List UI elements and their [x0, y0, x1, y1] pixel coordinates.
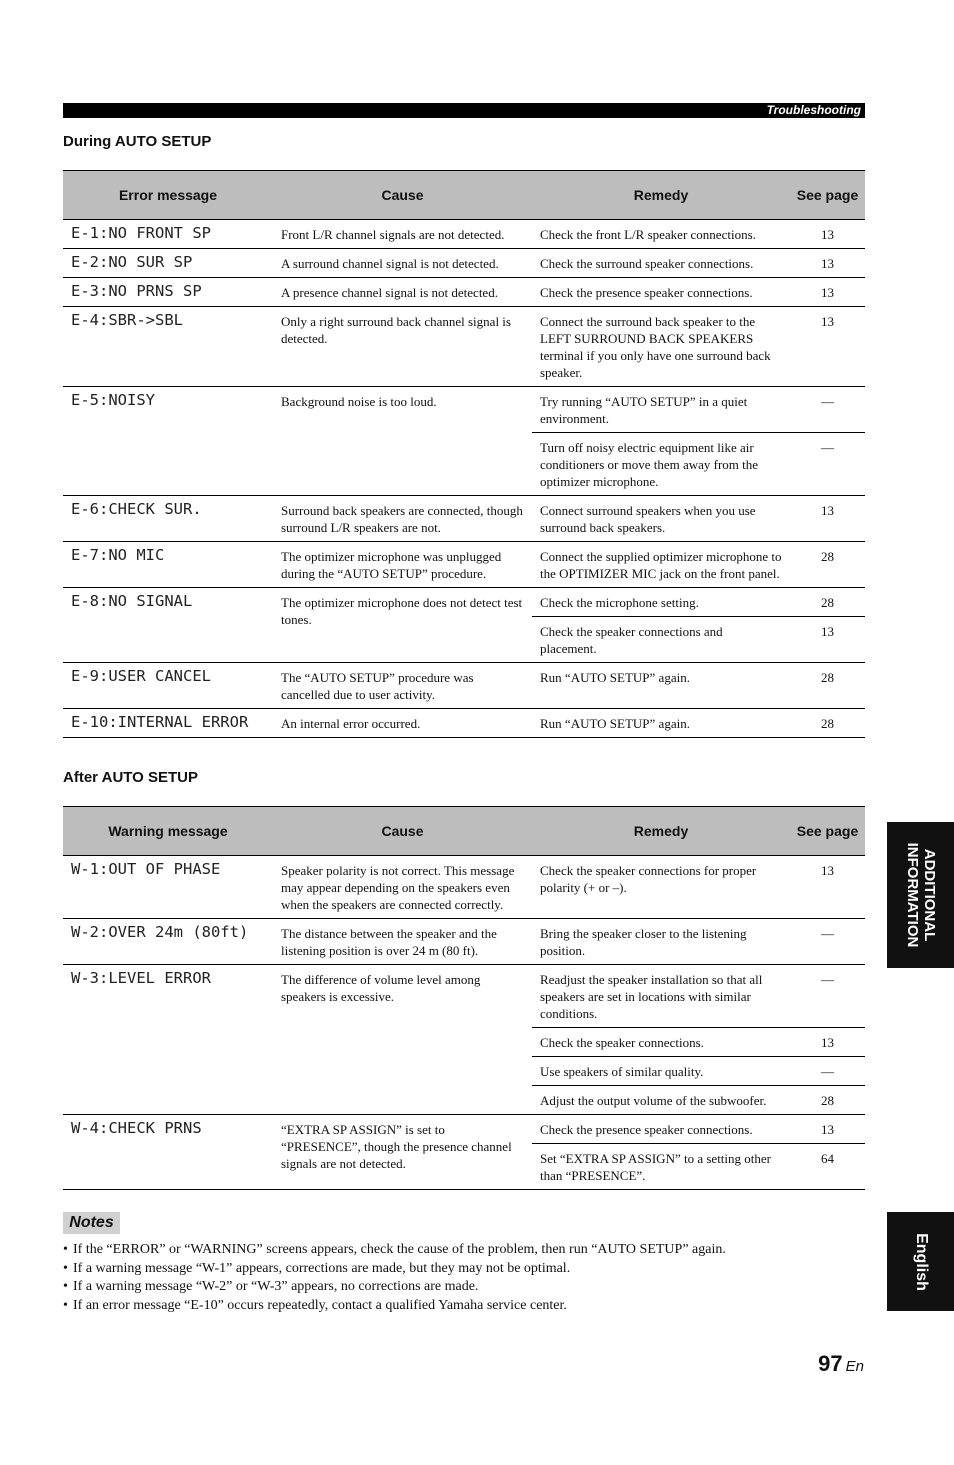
- see-page-cell: 13: [790, 617, 865, 663]
- table-header-row: [63, 171, 865, 220]
- table-row: [63, 588, 865, 617]
- see-page-cell: 13: [790, 249, 865, 278]
- table-row: [63, 965, 865, 1028]
- message-code: W-2:OVER 24m (80ft): [63, 919, 273, 965]
- see-page-cell: 28: [790, 542, 865, 588]
- side-tab-additional-information: [887, 822, 954, 968]
- remedy-cell: Readjust the speaker installation so that all speakers are set in locations with similar conditions.: [532, 965, 790, 1028]
- cause-cell: The optimizer microphone was unplugged during the “AUTO SETUP” procedure.: [273, 542, 532, 588]
- see-page-cell: 28: [790, 1086, 865, 1115]
- remedy-cell: Check the speaker connections.: [532, 1028, 790, 1057]
- see-page-cell: 28: [790, 709, 865, 738]
- column-header-see-page: See page: [790, 807, 865, 856]
- cause-cell: A surround channel signal is not detected.: [273, 249, 532, 278]
- message-code: E-1:NO FRONT SP: [63, 220, 273, 249]
- cause-cell: Front L/R channel signals are not detected.: [273, 220, 532, 249]
- cause-cell: An internal error occurred.: [273, 709, 532, 738]
- see-page-cell: 13: [790, 307, 865, 387]
- remedy-cell: Check the speaker connections for proper polarity (+ or –).: [532, 856, 790, 919]
- cause-cell: The distance between the speaker and the listening position is over 24 m (80 ft).: [273, 919, 532, 965]
- notes-list: [63, 1241, 863, 1315]
- column-header-message: Error message: [63, 171, 273, 220]
- message-code: W-3:LEVEL ERROR: [63, 965, 273, 1115]
- message-code: E-10:INTERNAL ERROR: [63, 709, 273, 738]
- column-header-see-page: See page: [790, 171, 865, 220]
- table-row: [63, 220, 865, 249]
- remedy-cell: Check the presence speaker connections.: [532, 1115, 790, 1144]
- column-header-remedy: Remedy: [532, 171, 790, 220]
- cause-cell: Surround back speakers are connected, though surround L/R speakers are not.: [273, 496, 532, 542]
- see-page-cell: —: [790, 433, 865, 496]
- note-item: • If an error message “E-10” occurs repeatedly, contact a qualified Yamaha service center.: [63, 1297, 863, 1316]
- remedy-cell: Set “EXTRA SP ASSIGN” to a setting other than “PRESENCE”.: [532, 1144, 790, 1190]
- message-code: E-9:USER CANCEL: [63, 663, 273, 709]
- side-tab-line-2: INFORMATION: [903, 842, 921, 948]
- remedy-cell: Run “AUTO SETUP” again.: [532, 663, 790, 709]
- remedy-cell: Turn off noisy electric equipment like air conditioners or move them away from the optimizer microphone.: [532, 433, 790, 496]
- remedy-cell: Adjust the output volume of the subwoofer.: [532, 1086, 790, 1115]
- section-title-after: After AUTO SETUP: [63, 769, 199, 786]
- see-page-cell: 28: [790, 588, 865, 617]
- remedy-cell: Check the front L/R speaker connections.: [532, 220, 790, 249]
- side-tab-language-label: English: [912, 1232, 930, 1291]
- header-bar: [63, 103, 865, 118]
- message-code: E-5:NOISY: [63, 387, 273, 496]
- message-code: E-4:SBR->SBL: [63, 307, 273, 387]
- remedy-cell: Use speakers of similar quality.: [532, 1057, 790, 1086]
- cause-cell: A presence channel signal is not detected.: [273, 278, 532, 307]
- table-header-row: [63, 807, 865, 856]
- message-code: E-8:NO SIGNAL: [63, 588, 273, 663]
- cause-cell: The “AUTO SETUP” procedure was cancelled due to user activity.: [273, 663, 532, 709]
- column-header-remedy: Remedy: [532, 807, 790, 856]
- message-code: E-3:NO PRNS SP: [63, 278, 273, 307]
- note-item: • If a warning message “W-1” appears, corrections are made, but they may not be optimal.: [63, 1260, 863, 1279]
- remedy-cell: Check the speaker connections and placement.: [532, 617, 790, 663]
- cause-cell: The optimizer microphone does not detect test tones.: [273, 588, 532, 663]
- remedy-cell: Try running “AUTO SETUP” in a quiet environment.: [532, 387, 790, 433]
- see-page-cell: 64: [790, 1144, 865, 1190]
- section-title-during: During AUTO SETUP: [63, 133, 212, 150]
- message-code: W-4:CHECK PRNS: [63, 1115, 273, 1190]
- side-tab-line-1: ADDITIONAL: [920, 848, 938, 942]
- table-row: [63, 278, 865, 307]
- note-item: • If a warning message “W-2” or “W-3” appears, no corrections are made.: [63, 1278, 863, 1297]
- table-row: [63, 542, 865, 588]
- note-item: • If the “ERROR” or “WARNING” screens appears, check the cause of the problem, then run “AUTO SETUP” again.: [63, 1241, 863, 1260]
- table-row: [63, 663, 865, 709]
- remedy-cell: Check the microphone setting.: [532, 588, 790, 617]
- see-page-cell: 13: [790, 856, 865, 919]
- cause-cell: Background noise is too loud.: [273, 387, 532, 496]
- side-tab-language: [887, 1212, 954, 1311]
- cause-cell: “EXTRA SP ASSIGN” is set to “PRESENCE”, though the presence channel signals are not detected.: [273, 1115, 532, 1190]
- message-code: W-1:OUT OF PHASE: [63, 856, 273, 919]
- remedy-cell: Connect surround speakers when you use surround back speakers.: [532, 496, 790, 542]
- remedy-cell: Bring the speaker closer to the listening position.: [532, 919, 790, 965]
- see-page-cell: 13: [790, 496, 865, 542]
- see-page-cell: 13: [790, 220, 865, 249]
- table-row: [63, 919, 865, 965]
- notes-heading: Notes: [63, 1212, 120, 1234]
- table-row: [63, 387, 865, 433]
- remedy-cell: Check the presence speaker connections.: [532, 278, 790, 307]
- table-row: [63, 1115, 865, 1144]
- remedy-cell: Run “AUTO SETUP” again.: [532, 709, 790, 738]
- warning-table: [63, 806, 865, 1190]
- page-language-code: En: [845, 1358, 864, 1375]
- cause-cell: Speaker polarity is not correct. This message may appear depending on the speakers even when the speakers are connected correctly.: [273, 856, 532, 919]
- running-header: Troubleshooting: [766, 103, 861, 117]
- column-header-message: Warning message: [63, 807, 273, 856]
- see-page-cell: 28: [790, 663, 865, 709]
- table-row: [63, 496, 865, 542]
- cause-cell: The difference of volume level among speakers is excessive.: [273, 965, 532, 1115]
- see-page-cell: —: [790, 919, 865, 965]
- table-row: [63, 709, 865, 738]
- cause-cell: Only a right surround back channel signal is detected.: [273, 307, 532, 387]
- see-page-cell: 13: [790, 1115, 865, 1144]
- see-page-cell: —: [790, 965, 865, 1028]
- message-code: E-7:NO MIC: [63, 542, 273, 588]
- table-row: [63, 856, 865, 919]
- error-table: [63, 170, 865, 738]
- table-row: [63, 249, 865, 278]
- remedy-cell: Connect the supplied optimizer microphone to the OPTIMIZER MIC jack on the front panel.: [532, 542, 790, 588]
- see-page-cell: 13: [790, 1028, 865, 1057]
- remedy-cell: Check the surround speaker connections.: [532, 249, 790, 278]
- table-row: [63, 307, 865, 387]
- page-number-value: 97: [818, 1351, 843, 1376]
- remedy-cell: Connect the surround back speaker to the LEFT SURROUND BACK SPEAKERS terminal if you only have one surround back speaker.: [532, 307, 790, 387]
- see-page-cell: —: [790, 387, 865, 433]
- column-header-cause: Cause: [273, 171, 532, 220]
- message-code: E-2:NO SUR SP: [63, 249, 273, 278]
- see-page-cell: —: [790, 1057, 865, 1086]
- page-number: [818, 1351, 864, 1377]
- see-page-cell: 13: [790, 278, 865, 307]
- column-header-cause: Cause: [273, 807, 532, 856]
- message-code: E-6:CHECK SUR.: [63, 496, 273, 542]
